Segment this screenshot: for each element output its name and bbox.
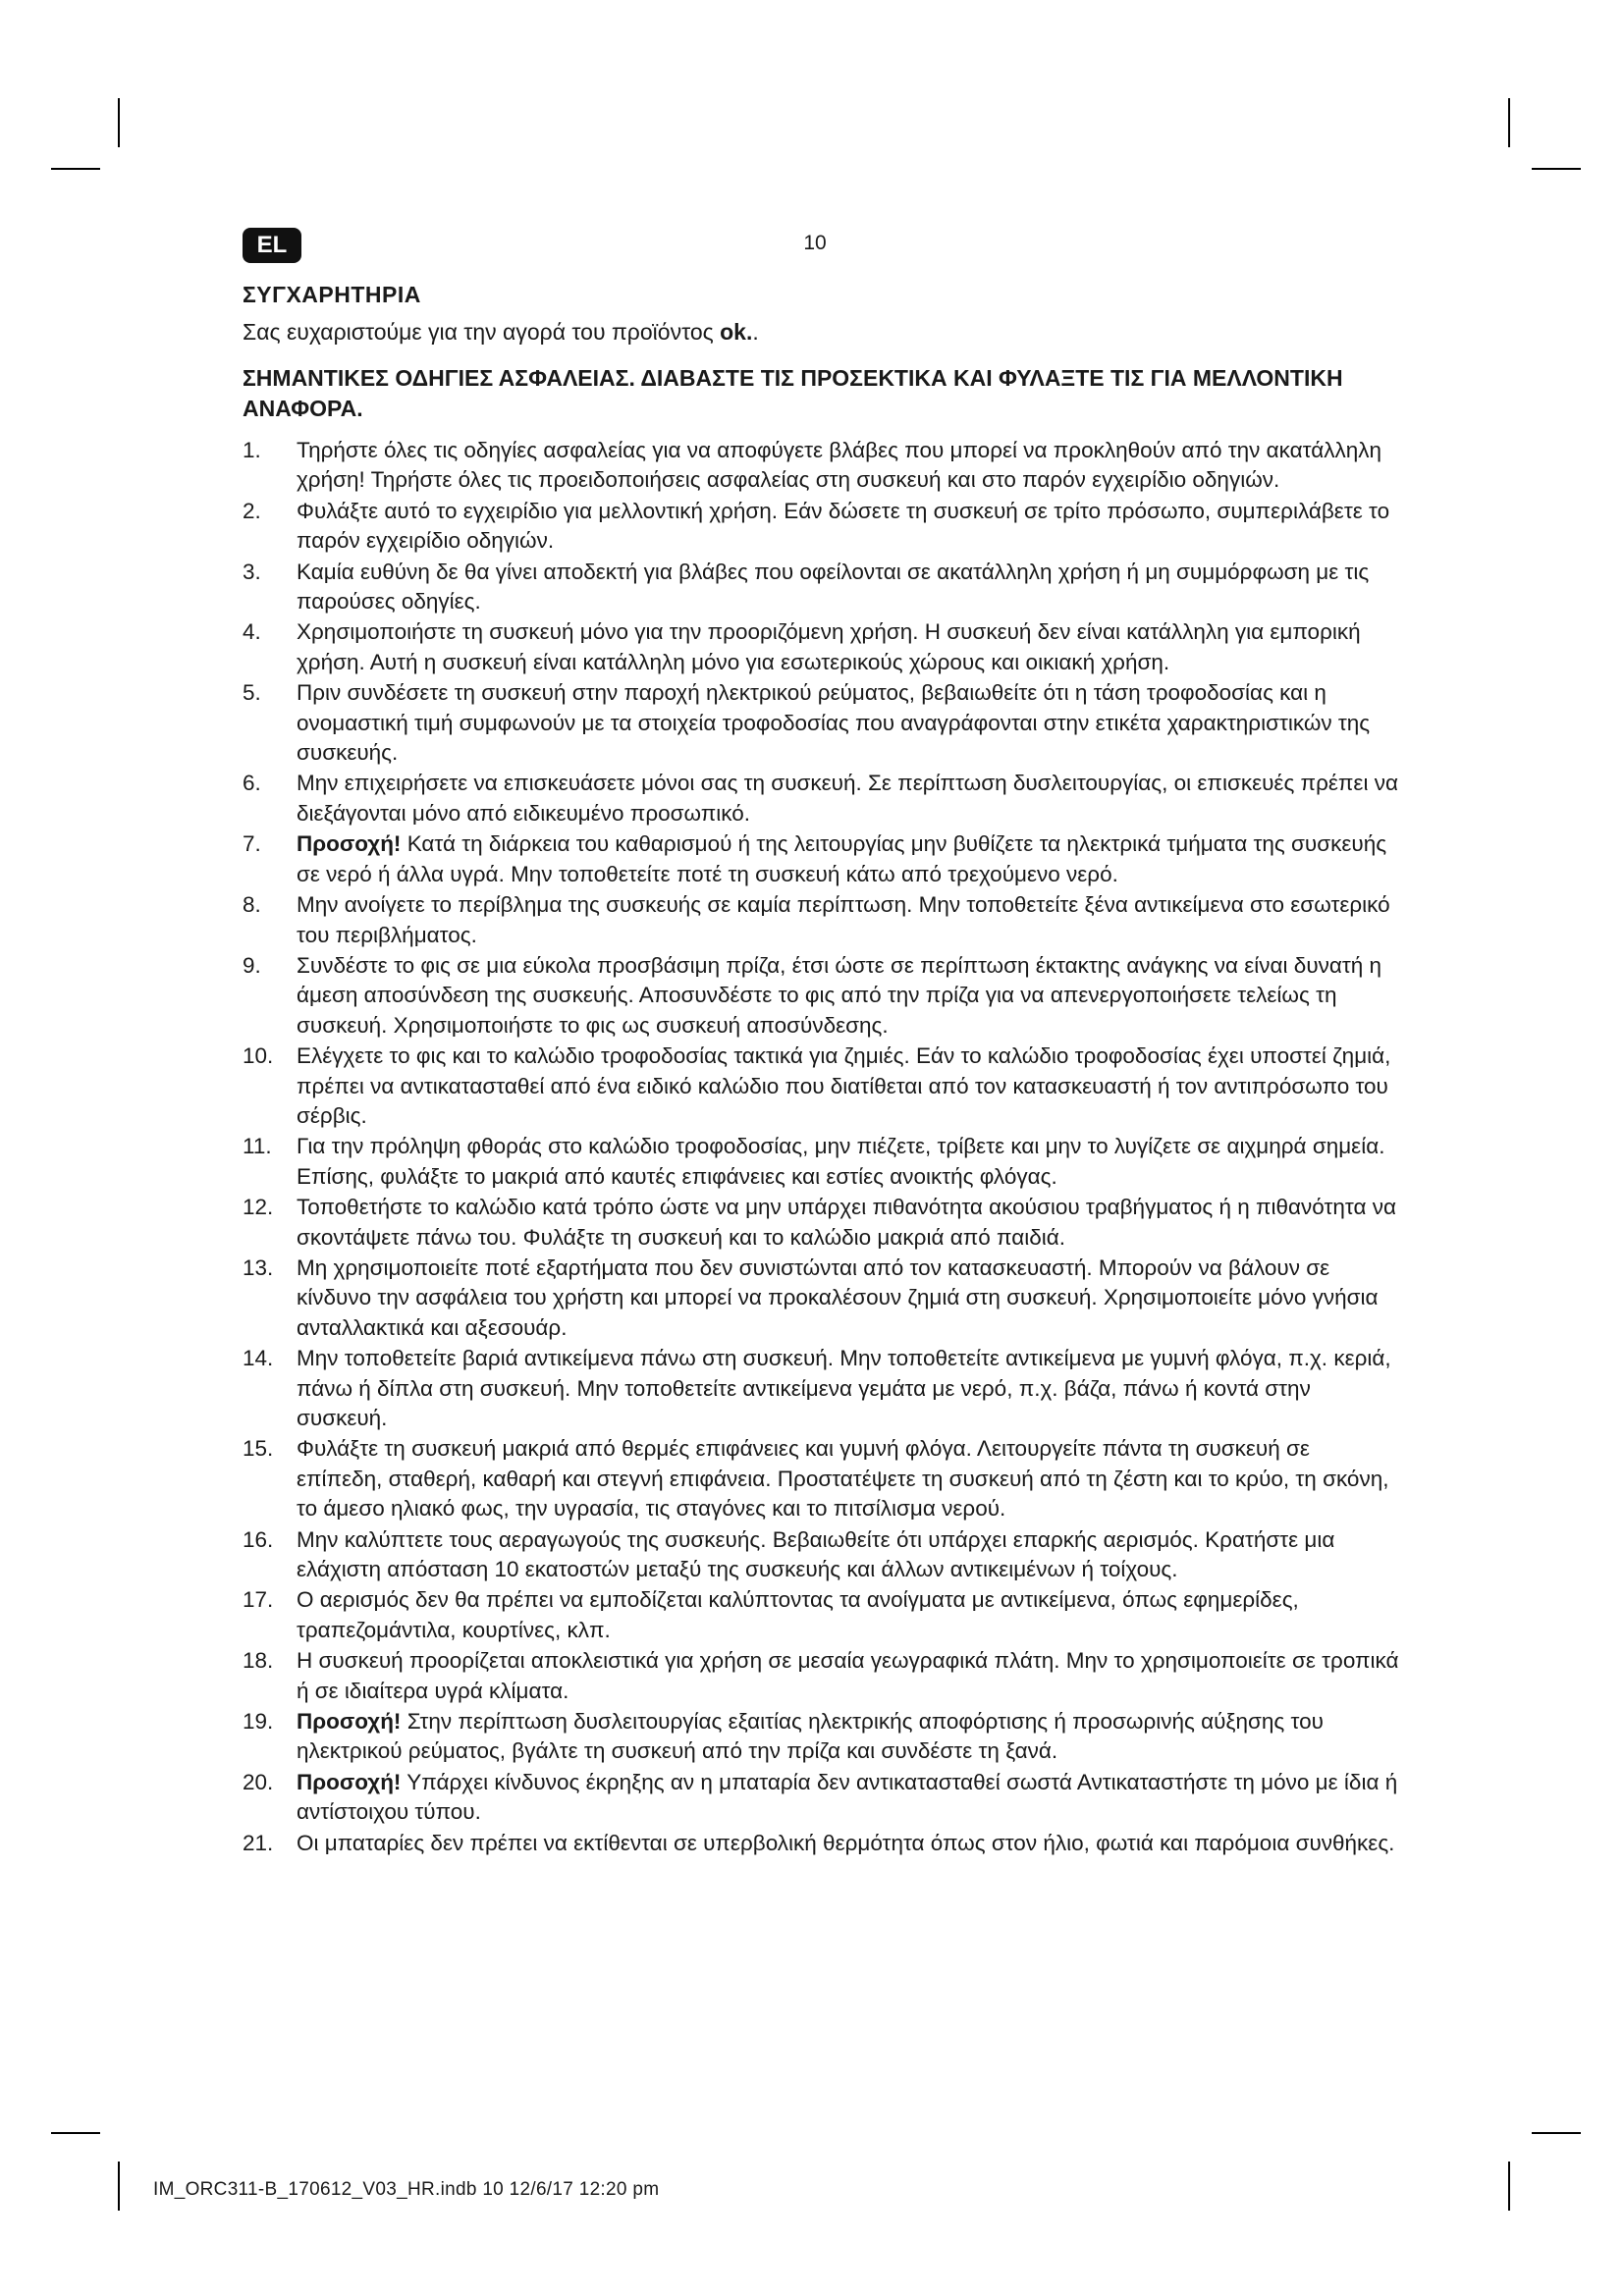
crop-mark-bottom-left-v [118,2162,120,2211]
crop-mark-bottom-left-h [51,2132,100,2134]
item-number: 11. [243,1134,272,1159]
list-item [243,1254,1401,1343]
item-number: 4. [243,619,261,645]
item-number: 20. [243,1769,274,1794]
warning-label: Προσοχή! [297,831,402,857]
item-number: 14. [243,1346,274,1371]
congratulations-heading: ΣΥΓΧΑΡΗΤΗΡΙΑ [243,282,421,307]
item-number: 9. [243,952,261,978]
print-footer: IM_ORC311-B_170612_V03_HR.indb 10 12/6/17 12:20 pm [153,2179,660,2200]
thanks-suffix: . [752,319,759,345]
list-item [243,617,1401,677]
item-number: 3. [243,559,261,584]
item-number: 10. [243,1043,274,1069]
list-item [243,1344,1401,1433]
item-text: Καμία ευθύνη δε θα γίνει αποδεκτή για βλάβες που οφείλονται σε ακατάλληλη χρήση ή μη συμμόρφωση με τις παρούσες οδηγίες. [297,559,1370,614]
list-item [243,1132,1401,1192]
item-number: 12. [243,1195,274,1220]
item-number: 21. [243,1830,274,1855]
item-number: 8. [243,892,261,918]
item-number: 6. [243,771,261,796]
list-item [243,497,1401,557]
item-text: Μην τοποθετείτε βαριά αντικείμενα πάνω στη συσκευή. Μην τοποθετείτε αντικείμενα με γυμνή φλόγα, π.χ. κεριά, πάνω ή δίπλα στη συσκευή. Μην τοποθετείτε αντικείμενα γεμάτα με νερό, π.χ. βάζα, πάνω ή κοντά στην συσκευή. [297,1346,1391,1430]
item-number: 16. [243,1526,274,1552]
item-number: 2. [243,498,261,523]
list-item [243,1585,1401,1645]
list-item [243,558,1401,617]
item-text: Οι μπαταρίες δεν πρέπει να εκτίθενται σε υπερβολική θερμότητα όπως στον ήλιο, φωτιά και παρόμοια συνθήκες. [297,1830,1395,1855]
warning-label: Προσοχή! [297,1769,402,1794]
item-text: Η συσκευή προορίζεται αποκλειστικά για χρήση σε μεσαία γεωγραφικά πλάτη. Μην το χρησιμοποιείτε σε τροπικά ή σε ιδιαίτερα υγρά κλίματα. [297,1648,1399,1703]
brand-name: ok. [720,319,753,345]
safety-instructions-list [243,436,1401,1858]
item-text: Στην περίπτωση δυσλειτουργίας εξαιτίας ηλεκτρικής αποφόρτισης ή προσωρινής αύξησης του ηλεκτρικού ρεύματος, βγάλτε τη συσκευή από την πρίζα και συνδέστε τη ξανά. [297,1709,1324,1764]
list-item [243,1193,1401,1253]
item-number: 17. [243,1587,274,1613]
thanks-text: Σας ευχαριστούμε για την αγορά του προϊόντος [243,319,721,345]
list-item [243,1646,1401,1706]
list-item [243,1707,1401,1767]
item-text: Ο αερισμός δεν θα πρέπει να εμποδίζεται καλύπτοντας τα ανοίγματα με αντικείμενα, όπως εφημερίδες, τραπεζομάντιλα, κουρτίνες, κλπ. [297,1587,1299,1642]
list-item [243,1525,1401,1585]
document-body [243,277,1401,1859]
list-item [243,829,1401,889]
crop-mark-top-left-h [51,168,100,170]
item-text: Ελέγχετε το φις και το καλώδιο τροφοδοσίας τακτικά για ζημιές. Εάν το καλώδιο τροφοδοσίας έχει υποστεί ζημιά, πρέπει να αντικατασταθεί από ένα ειδικό καλώδιο που διατίθεται από τον κατασκευαστή ή τον αντιπρόσωπο του σέρβις. [297,1043,1391,1128]
item-number: 7. [243,831,261,857]
item-text: Μην καλύπτετε τους αεραγωγούς της συσκευής. Βεβαιωθείτε ότι υπάρχει επαρκής αερισμός. Κρατήστε μια ελάχιστη απόσταση 10 εκατοστών μεταξύ της συσκευής και άλλων αντικειμένων ή τοίχους. [297,1526,1335,1582]
list-item [243,436,1401,496]
crop-mark-bottom-right-v [1508,2162,1510,2211]
item-number: 15. [243,1436,274,1462]
safety-heading: ΣΗΜΑΝΤΙΚΕΣ ΟΔΗΓΙΕΣ ΑΣΦΑΛΕΙΑΣ. ΔΙΑΒΑΣΤΕ ΤΙΣ ΠΡΟΣΕΚΤΙΚΑ ΚΑΙ ΦΥΛΑΞΤΕ ΤΙΣ ΓΙΑ ΜΕΛΛΟΝΤΙΚΗ ΑΝΑΦΟΡΑ. [243,365,1343,421]
page-number: 10 [803,232,827,254]
list-item [243,678,1401,768]
item-text: Μη χρησιμοποιείτε ποτέ εξαρτήματα που δεν συνιστώνται από τον κατασκευαστή. Μπορούν να βάλουν σε κίνδυνο την ασφάλεια του χρήστη και μπορεί να προκαλέσουν ζημιά στη συσκευή. Χρησιμοποιείτε μόνο γνήσια ανταλλακτικά και αξεσουάρ. [297,1255,1379,1340]
list-item [243,1041,1401,1131]
item-text: Χρησιμοποιήστε τη συσκευή μόνο για την προοριζόμενη χρήση. Η συσκευή δεν είναι κατάλληλη για εμπορική χρήση. Αυτή η συσκευή είναι κατάλληλη μόνο για εσωτερικούς χώρους και οικιακή χρήση. [297,619,1361,674]
item-text: Συνδέστε το φις σε μια εύκολα προσβάσιμη πρίζα, έτσι ώστε σε περίπτωση έκτακτης ανάγκης να είναι δυνατή η άμεση αποσύνδεση της συσκευής. Αποσυνδέστε το φις από την πρίζα για να απενεργοποιήσετε τελείως τη συσκευή. Χρησιμοποιήστε το φις ως συσκευή αποσύνδεσης. [297,952,1382,1038]
language-badge: EL [243,228,301,263]
item-number: 19. [243,1709,274,1735]
item-text: Πριν συνδέσετε τη συσκευή στην παροχή ηλεκτρικού ρεύματος, βεβαιωθείτε ότι η τάση τροφοδοσίας και η ονομαστική τιμή συμφωνούν με τα στοιχεία τροφοδοσίας που αναγράφονται στην ετικέτα χαρακτηριστικών της συσκευής. [297,680,1371,766]
item-text: Κατά τη διάρκεια του καθαρισμού ή της λειτουργίας μην βυθίζετε τα ηλεκτρικά τμήματα της συσκευής σε νερό ή άλλα υγρά. Μην τοποθετείτε ποτέ τη συσκευή κάτω από τρεχούμενο νερό. [297,831,1387,886]
thanks-line [243,314,1401,349]
item-text: Φυλάξτε τη συσκευή μακριά από θερμές επιφάνειες και γυμνή φλόγα. Λειτουργείτε πάντα τη συσκευή σε επίπεδη, σταθερή, καθαρή και στεγνή επιφάνεια. Προστατέψετε τη συσκευή από τη ζέστη και το κρύο, τη σκόνη, το άμεσο ηλιακό φως, την υγρασία, τις σταγόνες και το πιτσίλισμα νερού. [297,1436,1389,1522]
list-item [243,1434,1401,1523]
warning-label: Προσοχή! [297,1709,402,1735]
list-item [243,769,1401,828]
crop-mark-top-right-h [1532,168,1581,170]
list-item [243,890,1401,950]
item-text: Τοποθετήστε το καλώδιο κατά τρόπο ώστε να μην υπάρχει πιθανότητα ακούσιου τραβήγματος ή η πιθανότητα να σκοντάψετε πάνω του. Φυλάξτε τη συσκευή και το καλώδιο μακριά από παιδιά. [297,1195,1396,1250]
list-item [243,1768,1401,1828]
item-text: Για την πρόληψη φθοράς στο καλώδιο τροφοδοσίας, μην πιέζετε, τρίβετε και μην το λυγίζετε σε αιχμηρά σημεία. Επίσης, φυλάξτε το μακριά από καυτές επιφάνειες και εστίες ανοικτής φλόγας. [297,1134,1385,1189]
crop-mark-top-left-v [118,98,120,147]
crop-mark-top-right-v [1508,98,1510,147]
item-text: Υπάρχει κίνδυνος έκρηξης αν η μπαταρία δεν αντικατασταθεί σωστά Αντικαταστήστε τη μόνο με ίδια ή αντίστοιχου τύπου. [297,1769,1398,1825]
list-item [243,1829,1401,1858]
list-item [243,951,1401,1041]
item-number: 5. [243,680,261,706]
item-text: Μην ανοίγετε το περίβλημα της συσκευής σε καμία περίπτωση. Μην τοποθετείτε ξένα αντικείμενα στο εσωτερικό του περιβλήματος. [297,892,1390,947]
item-text: Τηρήστε όλες τις οδηγίες ασφαλείας για να αποφύγετε βλάβες που μπορεί να προκληθούν από την ακατάλληλη χρήση! Τηρήστε όλες τις προειδοποιήσεις ασφαλείας στη συσκευή και στο παρόν εγχειρίδιο οδηγιών. [297,438,1382,493]
item-number: 18. [243,1648,274,1674]
item-number: 1. [243,438,261,462]
crop-mark-bottom-right-h [1532,2132,1581,2134]
item-text: Φυλάξτε αυτό το εγχειρίδιο για μελλοντική χρήση. Εάν δώσετε τη συσκευή σε τρίτο πρόσωπο, συμπεριλάβετε το παρόν εγχειρίδιο οδηγιών. [297,498,1390,554]
item-text: Μην επιχειρήσετε να επισκευάσετε μόνοι σας τη συσκευή. Σε περίπτωση δυσλειτουργίας, οι επισκευές πρέπει να διεξάγονται μόνο από ειδικευμένο προσωπικό. [297,771,1398,826]
item-number: 13. [243,1255,274,1280]
